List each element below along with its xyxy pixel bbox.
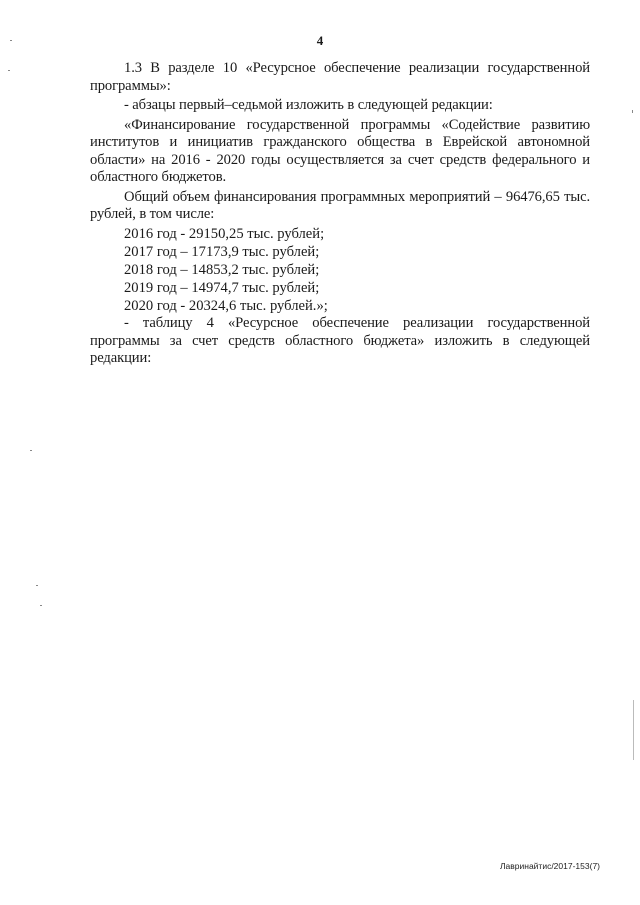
- document-body: [90, 60, 590, 368]
- year-item-2016: 2016 год - 29150,25 тыс. рублей;: [124, 225, 325, 242]
- paragraph-table-instruction: - таблицу 4 «Ресурсное обеспечение реализации государственной программы за счет средств областного бюджета» изложить в следующей редакции:: [90, 315, 590, 366]
- year-item-2019: 2019 год – 14974,7 тыс. рублей;: [124, 279, 320, 296]
- scan-artifact: [632, 110, 633, 113]
- paragraph-total-volume: Общий объем финансирования программных мероприятий – 96476,65 тыс. рублей, в том числе:: [90, 188, 590, 222]
- year-item-2018: 2018 год – 14853,2 тыс. рублей;: [124, 261, 320, 278]
- paragraph-financing: «Финансирование государственной программы «Содействие развитию институтов и инициатив гражданского общества в Еврейской автономной области» на 2016 - 2020 годы осуществляется за счет средств федерального и областного бюджетов.: [90, 116, 590, 185]
- paragraph-section-intro: 1.3 В разделе 10 «Ресурсное обеспечение реализации государственной программы»:: [90, 60, 590, 94]
- scan-artifact: [30, 450, 32, 451]
- scan-artifact: [8, 70, 10, 71]
- scan-artifact: [40, 605, 42, 606]
- page-number: 4: [316, 33, 324, 48]
- year-item-2017: 2017 год – 17173,9 тыс. рублей;: [124, 243, 320, 260]
- scan-artifact: [36, 585, 38, 586]
- scan-artifact: [10, 40, 12, 41]
- year-item-2020: 2020 год - 20324,6 тыс. рублей.»;: [124, 297, 328, 314]
- scan-artifact: [633, 700, 634, 760]
- year-list: [90, 226, 590, 316]
- paragraph-instruction: - абзацы первый–седьмой изложить в следующей редакции:: [124, 97, 493, 113]
- document-reference: Лавринайтис/2017-153(7): [499, 861, 600, 871]
